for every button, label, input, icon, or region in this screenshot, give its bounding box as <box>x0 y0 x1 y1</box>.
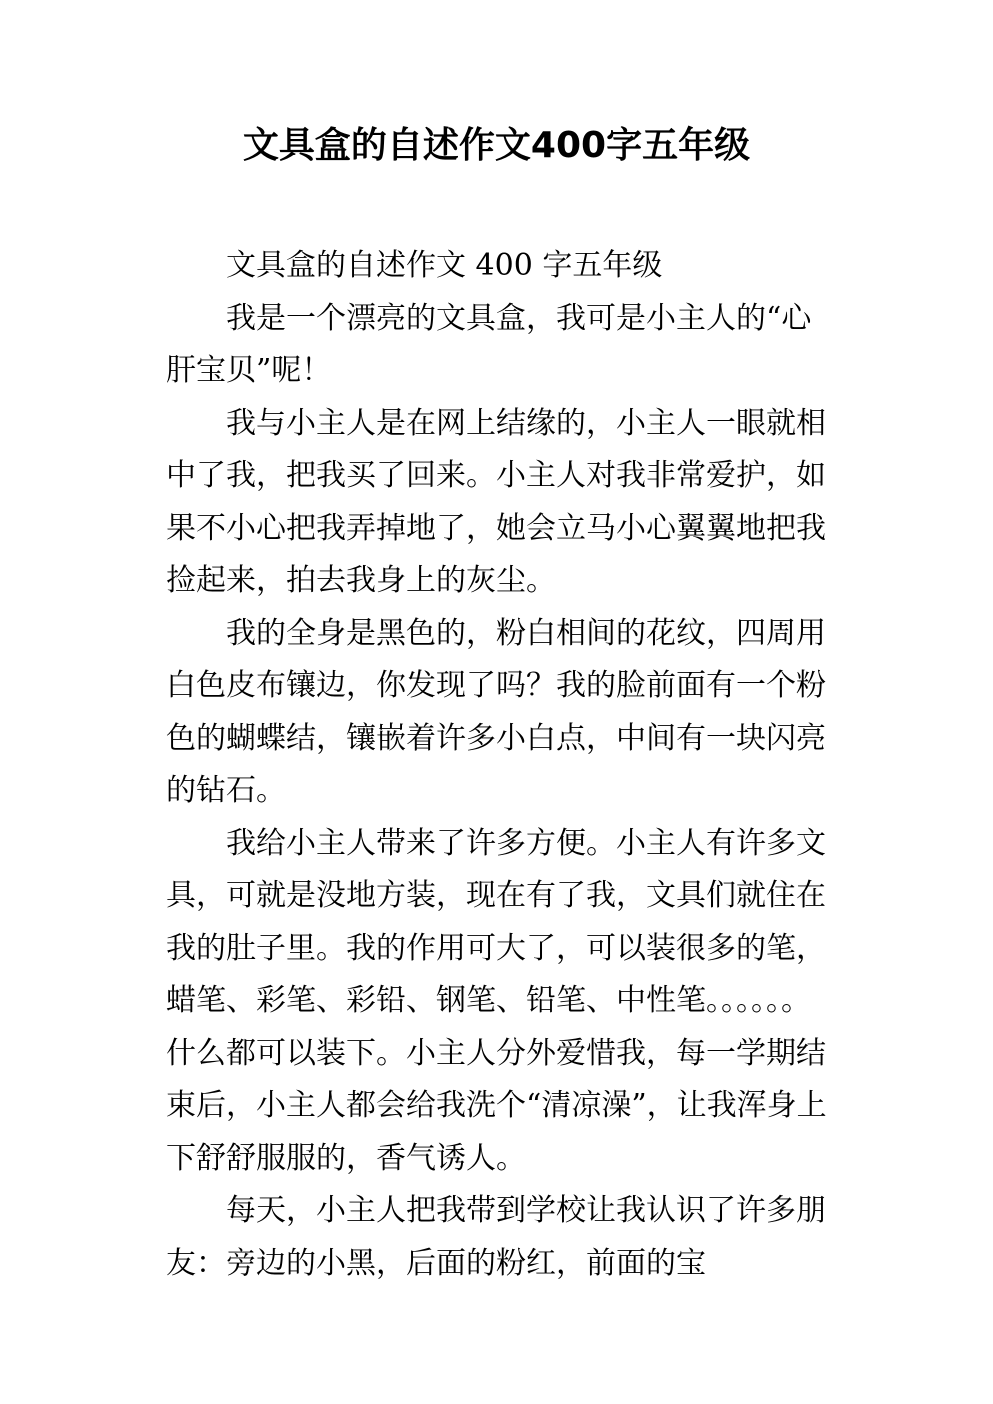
paragraph-subtitle: 文具盒的自述作文 400 字五年级 <box>226 248 663 283</box>
paragraph: 我给小主人带来了许多方便。小主人有许多文具，可就是没地方装，现在有了我，文具们就住在我的肚子里。我的作用可大了，可以装很多的笔，蜡笔、彩笔、彩铅、钢笔、铅笔、中性笔。。。。。。什么都可以装下。小主人分外爱惜我，每一学期结束后，小主人都会给我洗个“清凉澡”，让我浑身上下舒舒服服的，香气诱人。 <box>166 825 827 1176</box>
document-title: 文具盒的自述作文400字五年级 <box>242 125 751 166</box>
paragraph: 我的全身是黑色的，粉白相间的花纹，四周用白色皮布镶边，你发现了吗？我的脸前面有一个粉色的蝴蝶结，镶嵌着许多小白点，中间有一块闪亮的钻石。 <box>166 615 826 808</box>
document-body <box>166 240 828 1290</box>
paragraph: 每天，小主人把我带到学校让我认识了许多朋友：旁边的小黑，后面的粉红，前面的宝 <box>166 1193 826 1281</box>
paragraph: 我与小主人是在网上结缘的，小主人一眼就相中了我，把我买了回来。小主人对我非常爱护，如果不小心把我弄掉地了，她会立马小心翼翼地把我捡起来，拍去我身上的灰尘。 <box>166 405 826 598</box>
paragraph: 我是一个漂亮的文具盒，我可是小主人的“心肝宝贝”呢！ <box>166 300 812 388</box>
